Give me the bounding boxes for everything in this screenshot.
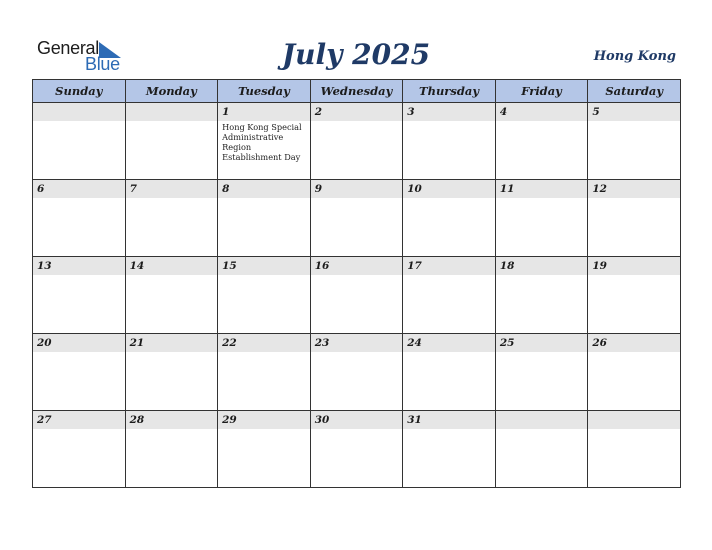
day-number-bar bbox=[311, 334, 403, 352]
day-number: 4 bbox=[499, 106, 508, 118]
day-number: 7 bbox=[129, 183, 137, 195]
weekday-header: Thursday bbox=[403, 80, 496, 103]
day-number-bar bbox=[588, 411, 680, 429]
day-number: 29 bbox=[222, 414, 237, 426]
weekday-header: Saturday bbox=[588, 80, 681, 103]
day-cell[interactable] bbox=[218, 257, 311, 334]
day-number: 26 bbox=[592, 337, 607, 349]
day-cell[interactable] bbox=[588, 257, 681, 334]
day-number: 27 bbox=[37, 414, 52, 426]
weekday-header: Sunday bbox=[33, 80, 126, 103]
day-number: 9 bbox=[314, 183, 322, 195]
day-cell[interactable] bbox=[495, 334, 588, 411]
day-number-bar bbox=[496, 103, 588, 121]
week-row bbox=[33, 411, 681, 488]
weekday-header: Wednesday bbox=[310, 80, 403, 103]
day-cell[interactable] bbox=[125, 257, 218, 334]
day-number: 3 bbox=[407, 106, 415, 118]
day-cell[interactable] bbox=[495, 257, 588, 334]
day-number-bar bbox=[33, 180, 125, 198]
day-cell[interactable] bbox=[310, 334, 403, 411]
day-number-bar bbox=[33, 257, 125, 275]
day-cell[interactable] bbox=[125, 334, 218, 411]
day-cell[interactable] bbox=[588, 334, 681, 411]
day-number: 15 bbox=[222, 260, 237, 272]
day-number-bar bbox=[496, 180, 588, 198]
day-number: 11 bbox=[499, 183, 515, 195]
day-number: 1 bbox=[222, 106, 230, 118]
day-number-bar bbox=[311, 411, 403, 429]
day-number-bar bbox=[403, 334, 495, 352]
week-row bbox=[33, 334, 681, 411]
day-number bbox=[496, 411, 588, 413]
day-number: 16 bbox=[314, 260, 330, 272]
day-number-bar bbox=[218, 257, 310, 275]
day-number-bar bbox=[496, 411, 588, 429]
weekday-header: Friday bbox=[495, 80, 588, 103]
day-cell[interactable] bbox=[310, 180, 403, 257]
day-number: 5 bbox=[592, 106, 600, 118]
day-number-bar bbox=[311, 257, 403, 275]
day-number-bar bbox=[33, 103, 125, 121]
day-number-bar bbox=[403, 411, 495, 429]
region-label: Hong Kong bbox=[593, 49, 676, 64]
calendar-grid bbox=[32, 79, 681, 488]
day-number-bar bbox=[588, 257, 680, 275]
logo-text-blue: Blue bbox=[85, 54, 120, 74]
day-number: 20 bbox=[37, 337, 52, 349]
day-cell[interactable] bbox=[588, 411, 681, 488]
day-number-bar bbox=[311, 103, 403, 121]
day-number-bar bbox=[496, 257, 588, 275]
month-title: July 2025 bbox=[281, 38, 431, 71]
day-number: 10 bbox=[407, 183, 422, 195]
day-cell[interactable] bbox=[125, 103, 218, 180]
day-number-bar bbox=[33, 411, 125, 429]
day-cell[interactable] bbox=[125, 411, 218, 488]
logo-text-general: General bbox=[37, 38, 99, 58]
day-number: 18 bbox=[499, 260, 515, 272]
day-number: 19 bbox=[592, 260, 607, 272]
day-number-bar bbox=[218, 103, 310, 121]
day-cell[interactable] bbox=[218, 103, 311, 180]
day-cell[interactable] bbox=[33, 334, 126, 411]
day-cell[interactable] bbox=[125, 180, 218, 257]
day-cell[interactable] bbox=[33, 180, 126, 257]
day-cell[interactable] bbox=[403, 257, 496, 334]
calendar-body bbox=[33, 103, 681, 488]
day-number: 12 bbox=[592, 183, 607, 195]
day-number: 24 bbox=[407, 337, 422, 349]
weekday-header: Monday bbox=[125, 80, 218, 103]
week-row bbox=[33, 103, 681, 180]
day-number: 21 bbox=[129, 337, 145, 349]
weekday-header: Tuesday bbox=[218, 80, 311, 103]
day-number-bar bbox=[218, 411, 310, 429]
day-cell[interactable] bbox=[403, 180, 496, 257]
day-number-bar bbox=[218, 180, 310, 198]
day-number-bar bbox=[126, 411, 218, 429]
holiday-label: Hong Kong Special Administrative Region Establishment Day bbox=[222, 122, 302, 162]
day-number-bar bbox=[403, 257, 495, 275]
day-number: 23 bbox=[314, 337, 330, 349]
day-cell[interactable] bbox=[495, 180, 588, 257]
day-number: 17 bbox=[407, 260, 422, 272]
day-number: 6 bbox=[37, 183, 45, 195]
day-number bbox=[588, 411, 680, 413]
day-number-bar bbox=[496, 334, 588, 352]
day-number: 30 bbox=[314, 414, 330, 426]
day-number-bar bbox=[588, 180, 680, 198]
day-cell[interactable] bbox=[403, 411, 496, 488]
day-number: 8 bbox=[222, 183, 230, 195]
day-cell[interactable] bbox=[310, 257, 403, 334]
day-number: 31 bbox=[407, 414, 422, 426]
day-number: 22 bbox=[222, 337, 237, 349]
day-number bbox=[126, 103, 218, 105]
day-number-bar bbox=[33, 334, 125, 352]
day-cell[interactable] bbox=[588, 180, 681, 257]
day-cell[interactable] bbox=[495, 103, 588, 180]
day-number-bar bbox=[126, 257, 218, 275]
week-row bbox=[33, 257, 681, 334]
day-cell[interactable] bbox=[33, 411, 126, 488]
day-cell[interactable] bbox=[403, 334, 496, 411]
day-cell[interactable] bbox=[310, 103, 403, 180]
day-number-bar bbox=[218, 334, 310, 352]
day-cell[interactable] bbox=[218, 411, 311, 488]
day-cell[interactable] bbox=[403, 103, 496, 180]
day-number-bar bbox=[403, 180, 495, 198]
day-number-bar bbox=[588, 103, 680, 121]
day-cell[interactable] bbox=[33, 257, 126, 334]
day-number: 25 bbox=[499, 337, 515, 349]
day-number: 2 bbox=[314, 106, 322, 118]
day-number-bar bbox=[311, 180, 403, 198]
day-number: 13 bbox=[37, 260, 52, 272]
weekday-header-row bbox=[33, 80, 681, 103]
day-cell[interactable] bbox=[310, 411, 403, 488]
week-row bbox=[33, 180, 681, 257]
day-number bbox=[33, 103, 125, 105]
day-number: 14 bbox=[129, 260, 145, 272]
day-number-bar bbox=[126, 103, 218, 121]
day-number-bar bbox=[403, 103, 495, 121]
day-cell[interactable] bbox=[218, 334, 311, 411]
day-cell[interactable] bbox=[218, 180, 311, 257]
day-number: 28 bbox=[129, 414, 145, 426]
day-cell[interactable] bbox=[588, 103, 681, 180]
day-number-bar bbox=[588, 334, 680, 352]
day-cell[interactable] bbox=[495, 411, 588, 488]
day-number-bar bbox=[126, 334, 218, 352]
day-number-bar bbox=[126, 180, 218, 198]
day-cell[interactable] bbox=[33, 103, 126, 180]
